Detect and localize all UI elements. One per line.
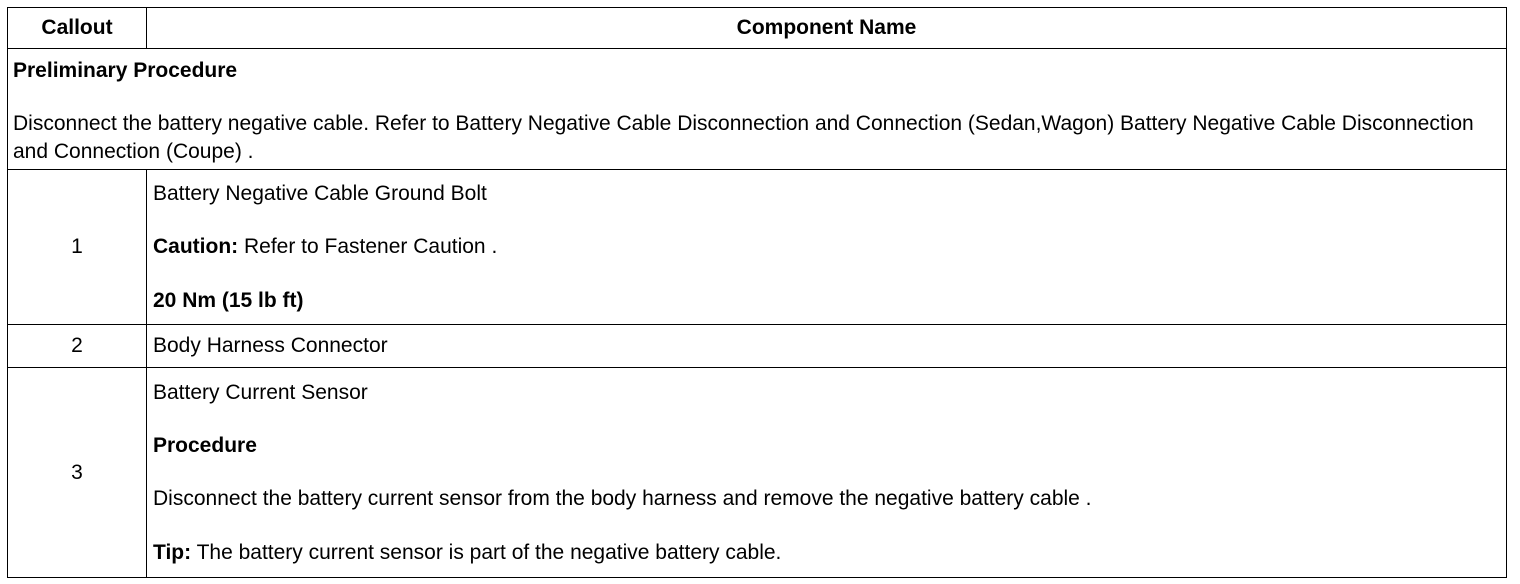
caution-text: Refer to Fastener Caution . [238, 235, 498, 259]
preliminary-procedure-row [8, 49, 1507, 170]
preliminary-procedure-text: Disconnect the battery negative cable. Refer to Battery Negative Cable Disconnection and Connection (Sedan,Wagon) Battery Negative Cable Disconnection and Connection (Coupe) . [13, 112, 1474, 163]
preliminary-procedure-title: Preliminary Procedure [13, 59, 238, 82]
tip-text: The battery current sensor is part of the negative battery cable. [191, 540, 782, 564]
caution-label: Caution: [153, 235, 239, 259]
component-name: Battery Negative Cable Ground Bolt [153, 181, 487, 205]
component-table [7, 7, 1507, 578]
component-name: Body Harness Connector [147, 324, 1507, 367]
table-row [8, 367, 1507, 577]
procedure-text: Disconnect the battery current sensor from the body harness and remove the negative battery cable . [153, 487, 1092, 511]
tip-note [153, 539, 1500, 566]
component-name-column-header: Component Name [147, 8, 1507, 49]
component-cell [147, 169, 1507, 324]
component-name: Battery Current Sensor [153, 380, 368, 404]
torque-spec: 20 Nm (15 lb ft) [153, 288, 304, 312]
table-header-row [8, 8, 1507, 49]
preliminary-procedure-cell [8, 49, 1507, 170]
procedure-label: Procedure [153, 434, 257, 458]
callout-number: 1 [8, 169, 147, 324]
tip-label: Tip: [153, 540, 192, 564]
table-row [8, 169, 1507, 324]
callout-number: 2 [8, 324, 147, 367]
table-row [8, 324, 1507, 367]
callout-number: 3 [8, 367, 147, 577]
caution-note [153, 233, 1500, 260]
callout-column-header: Callout [8, 8, 147, 49]
component-cell [147, 367, 1507, 577]
